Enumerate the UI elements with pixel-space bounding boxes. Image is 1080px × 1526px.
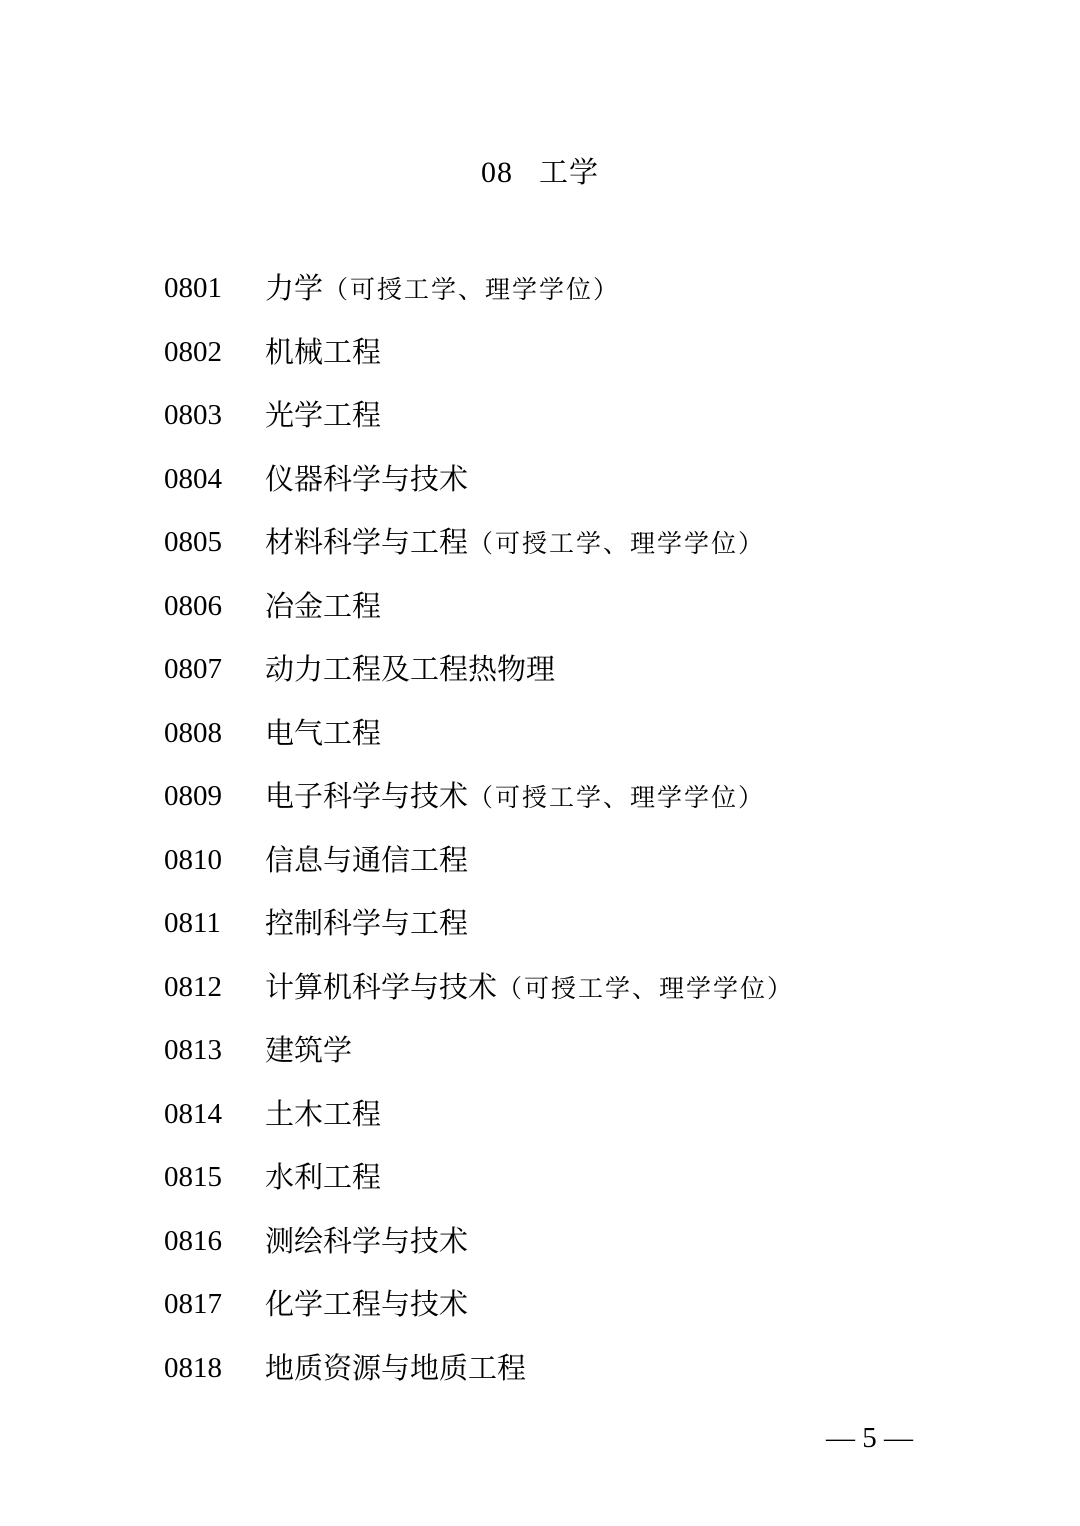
discipline-code: 0803: [164, 399, 222, 431]
discipline-name: 土木工程: [265, 1096, 382, 1131]
list-item: [0, 330, 1080, 394]
discipline-code: 0817: [164, 1288, 222, 1320]
discipline-name: 机械工程: [265, 334, 382, 369]
list-item: [0, 1282, 1080, 1346]
discipline-code: 0810: [164, 843, 222, 876]
discipline-code: 0812: [164, 970, 222, 1003]
discipline-code: 0816: [164, 1224, 222, 1257]
discipline-label: [265, 711, 381, 761]
discipline-code: 0805: [164, 526, 222, 558]
section-title: [0, 150, 1080, 195]
degree-note: （可授工学、理学学位）: [323, 275, 621, 304]
discipline-code: 0814: [164, 1097, 222, 1130]
degree-note: （可授工学、理学学位）: [468, 783, 766, 812]
discipline-label: [265, 1155, 381, 1205]
list-item: [0, 838, 1080, 902]
list-item: [0, 901, 1080, 965]
discipline-code: 0813: [164, 1034, 222, 1066]
discipline-name: 电气工程: [265, 715, 382, 750]
discipline-label: [265, 1092, 381, 1142]
list-item: [0, 1155, 1080, 1219]
discipline-code: 0808: [164, 716, 222, 749]
section-code: 08: [480, 156, 513, 189]
discipline-code: 0811: [164, 907, 221, 939]
discipline-name: 地质资源与地质工程: [265, 1350, 527, 1385]
list-item: [0, 711, 1080, 775]
section-name: 工学: [538, 155, 599, 189]
discipline-label: [265, 520, 765, 570]
discipline-name: 化学工程与技术: [265, 1287, 469, 1321]
discipline-code: 0806: [164, 589, 222, 622]
discipline-name: 控制科学与工程: [265, 906, 469, 940]
discipline-label: [265, 774, 765, 824]
discipline-code: 0801: [164, 272, 222, 304]
discipline-label: [265, 1028, 352, 1078]
discipline-label: [265, 901, 468, 951]
discipline-code: 0809: [164, 780, 222, 812]
discipline-label: [265, 647, 555, 697]
list-item: [0, 584, 1080, 648]
discipline-label: [265, 1282, 468, 1332]
discipline-name: 计算机科学与技术: [265, 969, 498, 1004]
discipline-label: [265, 457, 468, 507]
discipline-name: 冶金工程: [265, 588, 382, 623]
list-item: [0, 266, 1080, 330]
discipline-label: [265, 1346, 526, 1396]
discipline-label: [265, 584, 381, 634]
discipline-name: 电子科学与技术: [265, 779, 469, 813]
discipline-code: 0815: [164, 1161, 222, 1193]
discipline-code: 0807: [164, 653, 222, 685]
discipline-label: [265, 1219, 468, 1269]
discipline-label: [265, 266, 620, 316]
discipline-label: [265, 965, 794, 1015]
list-item: [0, 457, 1080, 521]
discipline-name: 水利工程: [265, 1160, 382, 1194]
list-item: [0, 1028, 1080, 1092]
list-item: [0, 1346, 1080, 1410]
degree-note: （可授工学、理学学位）: [468, 529, 766, 558]
discipline-name: 仪器科学与技术: [265, 461, 469, 496]
discipline-label: [265, 838, 468, 888]
discipline-code: 0804: [164, 462, 222, 495]
degree-note: （可授工学、理学学位）: [497, 973, 795, 1003]
discipline-name: 力学: [265, 271, 324, 305]
list-item: [0, 1092, 1080, 1156]
discipline-name: 光学工程: [265, 398, 382, 432]
list-item: [0, 1219, 1080, 1283]
discipline-name: 动力工程及工程热物理: [265, 652, 556, 686]
discipline-label: [265, 393, 381, 443]
discipline-name: 信息与通信工程: [265, 842, 469, 877]
discipline-code: 0818: [164, 1351, 222, 1384]
discipline-code: 0802: [164, 335, 222, 368]
page-number: — 5 —: [826, 1422, 913, 1454]
discipline-name: 建筑学: [265, 1033, 353, 1067]
list-item: [0, 774, 1080, 838]
discipline-list: [0, 266, 1080, 1409]
list-item: [0, 393, 1080, 457]
list-item: [0, 965, 1080, 1029]
discipline-name: 材料科学与工程: [265, 525, 469, 559]
discipline-label: [265, 330, 381, 380]
list-item: [0, 647, 1080, 711]
discipline-name: 测绘科学与技术: [265, 1223, 469, 1258]
list-item: [0, 520, 1080, 584]
